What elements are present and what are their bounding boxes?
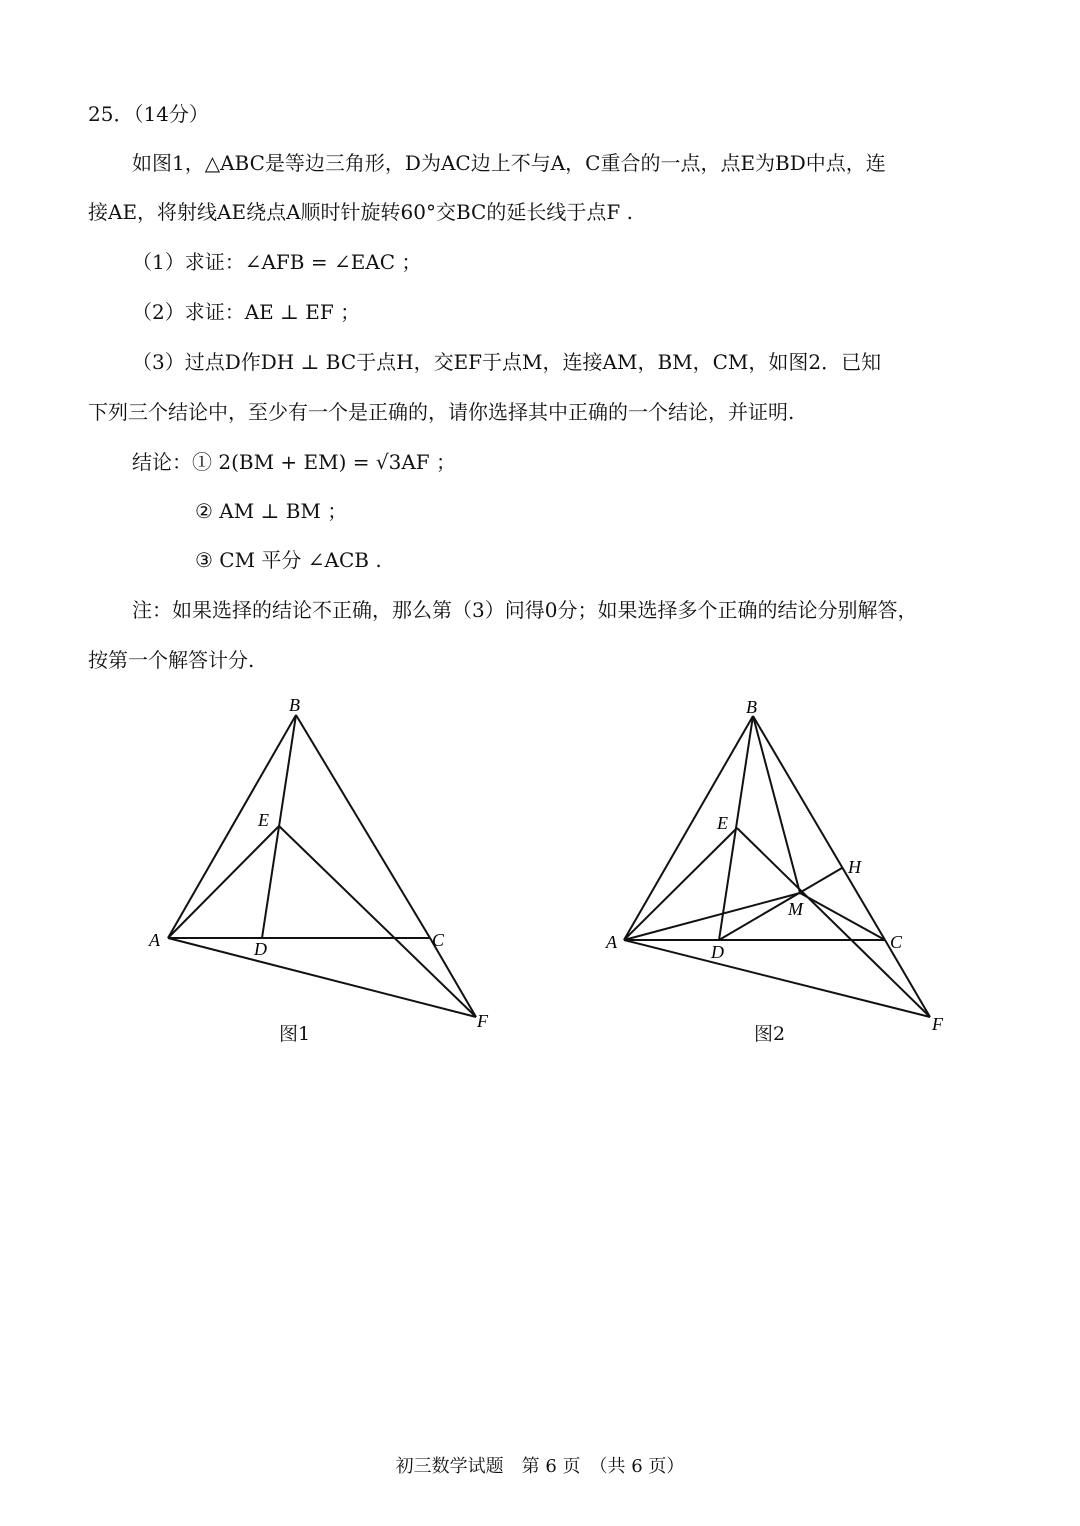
fig2-segment-AM — [624, 893, 800, 940]
fig2-segment-EF — [737, 828, 930, 1017]
fig2-segment-DH — [719, 868, 842, 940]
fig2-segment-AF — [624, 940, 930, 1017]
fig1-segment-AB — [168, 715, 296, 938]
note-line-2: 按第一个解答计分. — [88, 648, 255, 672]
fig1-segment-BC — [296, 715, 430, 938]
fig2-segment-AB — [624, 716, 753, 940]
conclusion-1: 结论：① 2(BM + EM) = √3AF ； — [132, 450, 457, 474]
fig2-label-M: M — [788, 899, 803, 919]
intro-line-2: 接AE，将射线AE绕点A顺时针旋转60°交BC的延长线于点F . — [88, 200, 633, 224]
page-footer: 初三数学试题 第 6 页 （共 6 页） — [395, 1456, 685, 1477]
fig1-label-B: B — [289, 695, 300, 715]
fig2-label-B: B — [746, 697, 757, 717]
fig2-label-H: H — [848, 857, 861, 877]
conclusion-2: ② AM ⊥ BM ； — [195, 499, 348, 523]
conclusion-3: ③ CM 平分 ∠ACB . — [195, 548, 382, 572]
fig2-label-D: D — [711, 942, 724, 962]
fig2-label-C: C — [890, 932, 903, 952]
figure-2-caption: 图2 — [754, 1023, 786, 1045]
fig2-segment-AE — [624, 828, 737, 940]
fig2-label-E: E — [717, 813, 728, 833]
fig1-segment-EF — [279, 826, 476, 1017]
problem-number: 25．（14分） — [88, 102, 209, 126]
fig1-segment-AF — [168, 938, 476, 1017]
fig1-label-A: A — [149, 930, 160, 950]
note-line-1: 注：如果选择的结论不正确，那么第（3）问得0分；如果选择多个正确的结论分别解答， — [132, 598, 918, 622]
fig1-label-C: C — [432, 930, 445, 950]
fig2-label-F: F — [932, 1014, 943, 1034]
fig2-label-A: A — [606, 932, 617, 952]
part-1: （1）求证：∠AFB = ∠EAC ； — [132, 250, 422, 274]
figure-1-caption: 图1 — [279, 1023, 311, 1045]
part-3-line-1: （3）过点D作DH ⊥ BC于点H，交EF于点M，连接AM，BM，CM，如图2．已知 — [132, 350, 882, 374]
intro-line-1: 如图1，△ABC是等边三角形，D为AC边上不与A，C重合的一点，点E为BD中点，连 — [132, 151, 886, 175]
fig1-label-D: D — [254, 939, 267, 959]
part-3-line-2: 下列三个结论中，至少有一个是正确的，请你选择其中正确的一个结论，并证明. — [88, 400, 795, 424]
part-2: （2）求证：AE ⊥ EF ； — [132, 300, 361, 324]
fig2-segment-BC — [753, 716, 885, 940]
fig1-label-E: E — [258, 810, 269, 830]
fig1-label-F: F — [477, 1011, 488, 1031]
